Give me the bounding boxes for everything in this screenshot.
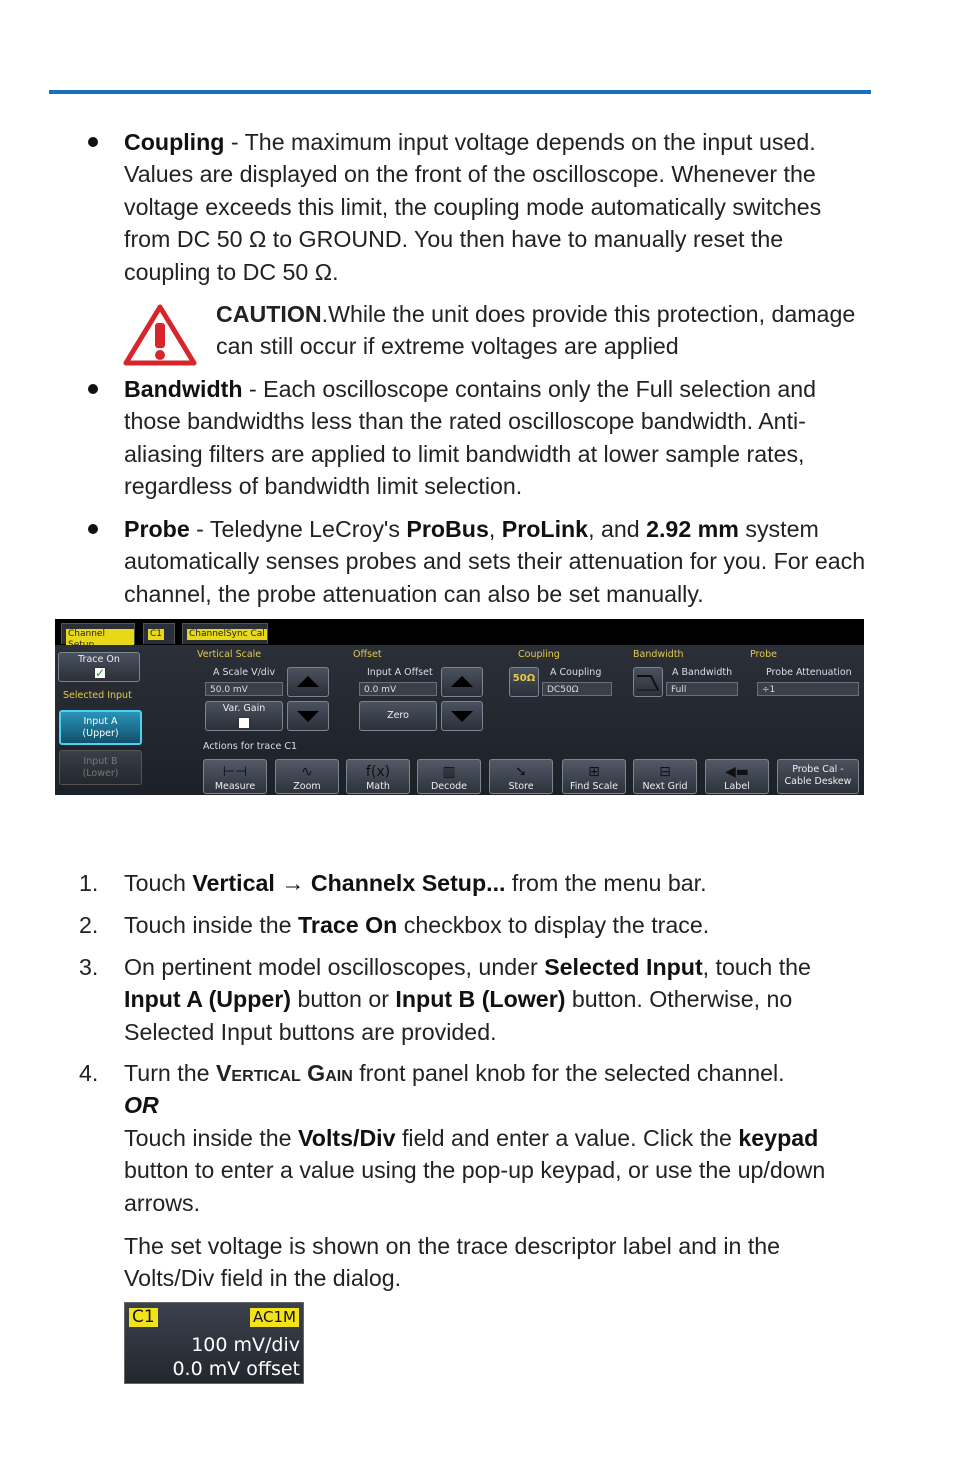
step-text: , touch the (702, 954, 811, 980)
bandwidth-term: Bandwidth (124, 376, 243, 402)
actions-label: Actions for trace C1 (203, 741, 298, 752)
step-text: Turn the (124, 1060, 216, 1086)
step-term: Input A (Upper) (124, 986, 291, 1013)
descriptor-coupling: AC1M (250, 1308, 299, 1327)
offset-field[interactable]: 0.0 mV (359, 682, 437, 696)
section-coupling: Coupling (518, 649, 560, 660)
step-4 (124, 1057, 869, 1219)
tab-channel-setup[interactable] (61, 623, 135, 644)
trace-on-checkbox[interactable]: ✓ (95, 666, 106, 680)
filter-curve-icon (634, 668, 662, 696)
probe-attenuation-label: Probe Attenuation (766, 667, 852, 678)
probe-text: , and (588, 516, 647, 542)
step-text: Touch inside the (124, 1124, 299, 1151)
probe-text: system automatically senses probes and sets their attenuation for you. For each channel, the probe attenuation can also be set manually. (124, 516, 866, 607)
arrow-down-icon (297, 711, 319, 722)
trace-on-box[interactable] (58, 652, 140, 682)
coupling-field[interactable]: DC50Ω (542, 682, 612, 696)
or-label: OR (124, 1092, 159, 1119)
tab-c1[interactable] (143, 623, 175, 644)
section-probe: Probe (750, 649, 777, 660)
action-label: Math (366, 781, 390, 792)
prolink-term: ProLink (501, 516, 589, 542)
action-label: Find Scale (569, 781, 619, 792)
step-text: from the menu bar. (505, 870, 707, 896)
step-term: Trace On (298, 912, 398, 938)
coupling-icon[interactable] (509, 667, 539, 697)
step-term: Input B (Lower) (395, 986, 566, 1013)
descriptor-vdiv: 100 mV/div (191, 1334, 300, 1356)
step-term: keypad (738, 1124, 819, 1151)
dialog-tab-bar (55, 619, 864, 645)
tab-label: ChannelSync Cal (189, 629, 265, 639)
caution-note (216, 298, 866, 363)
store-button[interactable] (489, 759, 553, 794)
coupling-paragraph (124, 126, 869, 288)
step-term: Vertical Gain (215, 1060, 353, 1086)
store-icon: ➘ (515, 764, 527, 780)
bandwidth-icon[interactable] (633, 667, 663, 697)
bullet-dot (88, 384, 98, 394)
decode-icon: ▥ (442, 764, 456, 780)
trace-on-label: Trace On (78, 654, 120, 665)
step-term: Vertical → Channelx Setup... (192, 870, 506, 896)
step-1 (124, 867, 869, 899)
descriptor-channel: C1 (129, 1308, 158, 1327)
find-scale-icon: ⊞ (588, 764, 600, 780)
section-offset: Offset (353, 649, 382, 660)
warning-icon (123, 304, 197, 366)
step-text: Touch inside the (124, 912, 299, 938)
dialog-body (55, 645, 864, 795)
math-icon: f(x) (365, 764, 391, 780)
zoom-button[interactable] (275, 759, 339, 794)
var-gain-label: Var. Gain (222, 703, 266, 714)
label-icon: ◀▬ (725, 764, 749, 780)
action-label: Store (508, 781, 534, 792)
action-label: Next Grid (642, 781, 688, 792)
action-label: Decode (430, 781, 468, 792)
section-bandwidth: Bandwidth (633, 649, 684, 660)
tab-label: Channel (66, 629, 134, 651)
channel-setup-dialog (55, 619, 864, 795)
coupling-text: - The maximum input voltage depends on the input used. Values are displayed on the front of the oscilloscope. Whenever the voltage exceeds this limit, the coupling mode automatically switches from DC 50 Ω to GROUND. You then have to manually reset the coupling to DC 50 Ω. (124, 129, 822, 285)
tab-channelsync-cal[interactable] (182, 623, 268, 644)
probe-text: , (488, 516, 502, 542)
zoom-icon: ∿ (301, 764, 313, 780)
find-scale-button[interactable] (562, 759, 626, 794)
step-text: button or (291, 986, 396, 1013)
coupling-label: A Coupling (550, 667, 602, 678)
measure-icon: ⊢⊣ (222, 764, 248, 780)
step-term: Selected Input (544, 954, 703, 980)
action-label: Label (724, 781, 750, 792)
probe-attenuation-field[interactable]: ÷1 (757, 682, 859, 696)
step-number: 3. (79, 954, 99, 980)
scale-up-button[interactable] (287, 667, 329, 697)
probe-paragraph (124, 513, 869, 610)
step-number: 4. (79, 1060, 99, 1086)
probe-text: - Teledyne LeCroy's (189, 516, 407, 542)
measure-button[interactable] (203, 759, 267, 794)
zero-button[interactable]: Zero (359, 701, 437, 731)
step-text: field and enter a value. Click the (395, 1124, 739, 1151)
var-gain-box[interactable] (205, 701, 283, 731)
step-number: 2. (79, 912, 99, 938)
offset-down-button[interactable] (441, 701, 483, 731)
bullet-dot (88, 137, 98, 147)
caution-term: CAUTION (216, 301, 322, 327)
arrow-up-icon (451, 676, 473, 687)
input-a-button[interactable]: Input A (Upper) (59, 710, 142, 745)
step-text: front panel knob for the selected channel. (352, 1060, 785, 1086)
step-text: button. Otherwise, no Selected Input buttons are provided. (124, 986, 793, 1045)
caution-text: .While the unit does provide this protection, damage can still occur if extreme voltages are applied (216, 301, 856, 360)
a-scale-label: A Scale V/div (213, 667, 276, 678)
bandwidth-label: A Bandwidth (672, 667, 733, 678)
arrow-up-icon (297, 676, 319, 687)
section-vertical-scale: Vertical Scale (197, 649, 262, 660)
arrow-down-icon (451, 711, 473, 722)
step-2 (124, 909, 869, 941)
next-grid-icon: ⊟ (659, 764, 671, 780)
step-text: button to enter a value using the pop-up keypad, or use the up/down arrows. (124, 1157, 826, 1216)
var-gain-checkbox[interactable] (238, 717, 250, 729)
probus-term: ProBus (406, 516, 489, 542)
math-button[interactable] (346, 759, 410, 794)
bullet-dot (88, 524, 98, 534)
action-label: Measure (214, 781, 256, 792)
step-number: 1. (79, 870, 99, 896)
tab-label: C1 (150, 629, 163, 639)
step-term: Volts/Div (298, 1124, 396, 1151)
selected-input-label: Selected Input (63, 690, 132, 701)
offset-label: Input A Offset (367, 667, 433, 678)
step-3 (124, 951, 869, 1048)
input-b-button[interactable]: Input B (Lower) (59, 750, 142, 785)
step-text: On pertinent model oscilloscopes, under (124, 954, 545, 980)
mm-term: 2.92 mm (646, 516, 739, 542)
step-text: Touch (124, 870, 193, 896)
bandwidth-paragraph (124, 373, 869, 503)
probe-term: Probe (124, 516, 190, 542)
offset-up-button[interactable] (441, 667, 483, 697)
bandwidth-field[interactable]: Full (666, 682, 738, 696)
scale-down-button[interactable] (287, 701, 329, 731)
probe-cal-button[interactable]: Probe Cal - Cable Deskew (777, 759, 859, 794)
action-label: Zoom (293, 781, 321, 792)
set-voltage-paragraph: The set voltage is shown on the trace descriptor label and in the Volts/Div field in the dialog. (124, 1233, 781, 1292)
coupling-icon-label: 50Ω (512, 673, 536, 684)
descriptor-offset: 0.0 mV offset (172, 1358, 300, 1380)
label-button[interactable] (705, 759, 769, 794)
trace-descriptor[interactable] (124, 1302, 304, 1384)
step-text: checkbox to display the trace. (397, 912, 710, 938)
coupling-term: Coupling (124, 129, 225, 155)
volts-div-field[interactable]: 50.0 mV (205, 682, 283, 696)
next-grid-button[interactable] (633, 759, 697, 794)
decode-button[interactable] (417, 759, 481, 794)
header-rule (49, 90, 871, 94)
bandwidth-text: - Each oscilloscope contains only the Full selection and those bandwidths less than the rated oscilloscope bandwidth. Anti-aliasing filters are applied to limit bandwidth at lower sample rates, regardless of bandwidth limit selection. (124, 376, 817, 500)
